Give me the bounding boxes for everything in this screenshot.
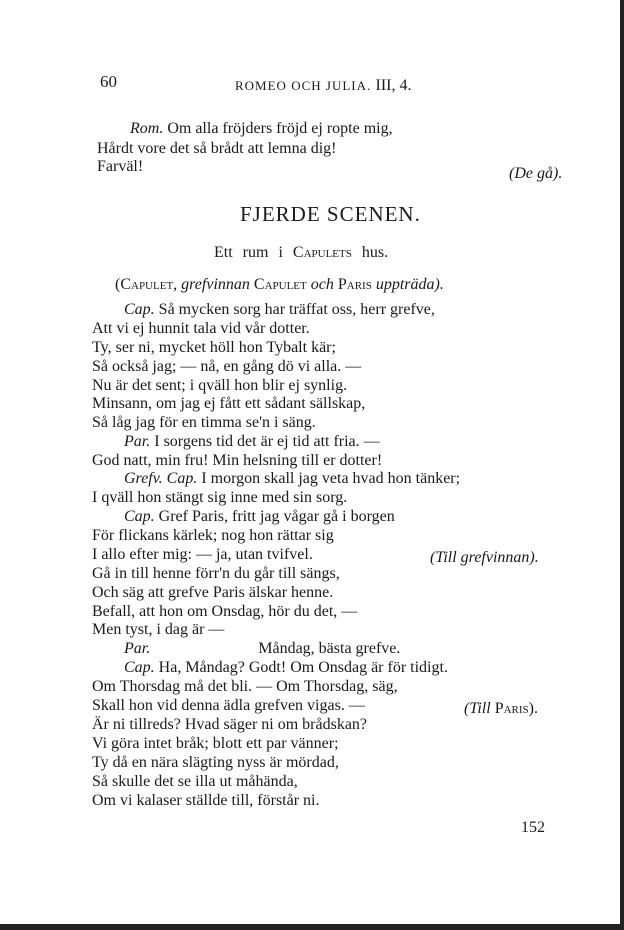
verse-line: [92, 489, 347, 507]
entrance-open: (: [115, 276, 121, 293]
verse-text: Men tyst, i dag är —: [92, 621, 225, 638]
verse-line: [92, 452, 382, 470]
stage-direction: [430, 549, 539, 567]
signature-number: 152: [521, 819, 545, 836]
verse-line: [92, 773, 298, 791]
verse-text: Måndag, bästa grefve.: [258, 640, 401, 657]
verse-text: I allo efter mig: — ja, utan tvifvel.: [92, 546, 313, 563]
verse-text: Så skulle det se illa ut måhända,: [92, 773, 298, 790]
verse-line: Hårdt vore det så brådt att lemna dig!: [97, 140, 337, 157]
verse-line: [92, 735, 339, 753]
setting-name: Capulets: [292, 244, 352, 261]
verse-text: Ty, ser ni, mycket höll hon Tybalt kär;: [92, 339, 336, 356]
stage-direction-text: (Till grefvinnan).: [430, 549, 539, 566]
verse-line: [92, 754, 339, 772]
verse-text: Befall, att hon om Onsdag, hör du det, —: [92, 603, 358, 620]
verse-text: Om Thorsdag må det bli. — Om Thorsdag, säg,: [92, 678, 398, 695]
verse-text: Att vi ej hunnit tala vid vår dotter.: [92, 320, 310, 337]
verse-text: Om vi kalaser ställde till, förstår ni.: [92, 792, 320, 809]
speaker-name: Cap.: [124, 508, 155, 525]
verse-line: [130, 120, 393, 138]
verse-text: Och säg att grefve Paris älskar henne.: [92, 584, 334, 601]
verse-text: Så låg jag för en timma se'n i säng.: [92, 414, 316, 431]
verse-line: [92, 603, 357, 621]
running-header: [235, 77, 411, 95]
verse-text: Så mycken sorg har träffat oss, herr grefve,: [158, 301, 435, 318]
verse-line: [92, 358, 361, 376]
verse-text: Så också jag; — nå, en gång dö vi alla. —: [92, 358, 362, 375]
verse-text: Nu är det sent; i qväll hon blir ej synlig.: [92, 377, 348, 394]
entrance-name-2: Capulet: [253, 276, 307, 293]
speaker-name: Par.: [124, 640, 151, 657]
verse-line: [124, 640, 400, 658]
verse-text: I sorgens tid det är ej tid att fria. —: [154, 433, 380, 450]
verse-line: [124, 470, 460, 488]
verse-text: Vi göra intet bråk; blott ett par vänner;: [92, 735, 339, 752]
scene-setting: [214, 244, 388, 262]
scene-heading: FJERDE SCENEN.: [240, 202, 421, 226]
speaker-name: Grefv. Cap.: [124, 470, 198, 487]
verse-text: För flickans kärlek; nog hon rättar sig: [92, 527, 334, 544]
verse-text: Gå in till henne förr'n du går till sängs,: [92, 565, 340, 582]
entrance-name-1: Capulet,: [120, 276, 178, 293]
speaker-name: Cap.: [124, 301, 155, 318]
verse-text: Minsann, om jag ej fått ett sådant sällskap,: [92, 395, 366, 412]
verse-line: [92, 565, 340, 583]
verse-line: [92, 377, 347, 395]
verse-text: Ty då en nära slägting nyss är mördad,: [92, 754, 339, 771]
entrance-name-3: Paris: [337, 276, 372, 293]
verse-line: [92, 395, 365, 413]
verse-text: Skall hon vid denna ädla grefven vigas. —: [92, 697, 365, 714]
verse-line: [92, 320, 310, 338]
running-title: ROMEO OCH JULIA.: [235, 78, 372, 93]
verse-line: [124, 301, 435, 319]
page-edge-bottom: [0, 924, 624, 930]
verse-text: Gref Paris, fritt jag vågar gå i borgen: [158, 508, 395, 525]
setting-suffix: hus.: [361, 244, 389, 261]
verse-line: [124, 508, 395, 526]
entrance-direction: [115, 276, 444, 294]
speaker-name: Cap.: [124, 659, 155, 676]
verse-text: Är ni tillreds? Hvad säger ni om brådskan?: [92, 716, 368, 733]
verse-line: [124, 659, 448, 677]
verse-text: I qväll hon stängt sig inne med sin sorg.: [92, 489, 348, 506]
verse-line: [92, 697, 365, 715]
act-scene: III, 4.: [375, 77, 412, 94]
verse-line: [92, 527, 334, 545]
page-edge-right: [620, 0, 624, 930]
verse-line: [92, 678, 398, 696]
verse-text: God natt, min fru! Min helsning till er dotter!: [92, 452, 383, 469]
stage-direction: (De gå).: [509, 165, 563, 182]
verse-text: Om alla fröjders fröjd ej ropte mig,: [167, 120, 393, 137]
verse-line: [92, 716, 367, 734]
verse-line: [92, 546, 313, 564]
verse-line: Farväl!: [97, 158, 144, 175]
stage-direction: [464, 700, 538, 718]
entrance-close: uppträda).: [375, 276, 444, 293]
verse-line: [124, 433, 380, 451]
entrance-connector-2: och: [310, 276, 334, 293]
verse-line: [92, 621, 224, 639]
verse-line: [92, 339, 336, 357]
setting-prefix: Ett rum i: [214, 244, 283, 261]
verse-line: [92, 584, 333, 602]
verse-text: Ha, Måndag? Godt! Om Onsdag är för tidigt.: [158, 659, 448, 676]
stage-direction-text: (Till: [464, 700, 491, 717]
speaker-name: Par.: [124, 433, 151, 450]
verse-line: [92, 414, 316, 432]
entrance-connector-1: grefvinnan: [181, 276, 250, 293]
stage-direction-name: Paris).: [494, 700, 538, 717]
verse-line: [92, 792, 320, 810]
page-number: 60: [100, 72, 117, 91]
verse-text: I morgon skall jag veta hvad hon tänker;: [201, 470, 461, 487]
speaker-name: Rom.: [130, 120, 164, 137]
